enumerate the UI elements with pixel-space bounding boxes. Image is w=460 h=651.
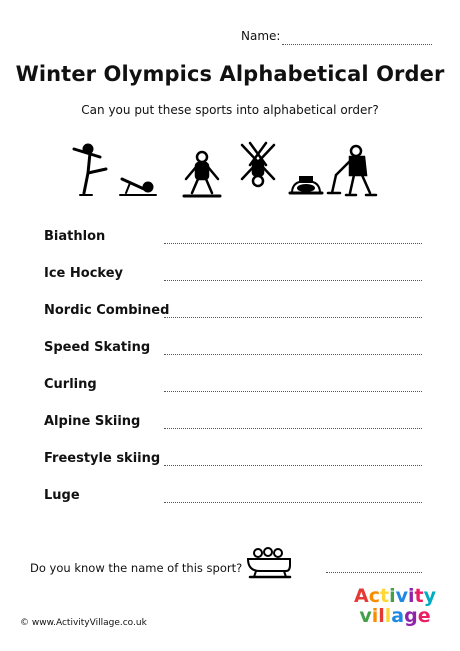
sport-row — [44, 266, 424, 288]
answer-line[interactable] — [164, 243, 422, 244]
answer-line[interactable] — [164, 465, 422, 466]
name-label: Name: — [241, 29, 281, 43]
sport-row — [44, 303, 424, 325]
answer-line[interactable] — [164, 428, 422, 429]
answer-line[interactable] — [164, 391, 422, 392]
sport-row — [44, 340, 424, 362]
answer-line[interactable] — [164, 502, 422, 503]
sport-row — [44, 488, 424, 510]
freestyle-skier-icon — [242, 143, 274, 186]
sport-row — [44, 377, 424, 399]
sport-label: Curling — [44, 377, 97, 392]
name-answer-line[interactable] — [282, 44, 432, 45]
sport-row — [44, 414, 424, 436]
sport-label: Speed Skating — [44, 340, 151, 355]
hockey-player-icon — [328, 146, 376, 195]
sport-label: Alpine Skiing — [44, 414, 141, 429]
sport-label: Luge — [44, 488, 80, 503]
answer-line[interactable] — [164, 354, 422, 355]
activity-village-logo — [340, 586, 450, 642]
footer-copyright: © www.ActivityVillage.co.uk — [20, 618, 147, 628]
worksheet-title: Winter Olympics Alphabetical Order — [15, 62, 445, 86]
bonus-question: Do you know the name of this sport? — [30, 561, 243, 575]
luge-icon — [120, 179, 156, 195]
answer-line[interactable] — [164, 280, 422, 281]
bonus-answer-line[interactable] — [326, 572, 422, 573]
answer-line[interactable] — [164, 317, 422, 318]
logo-word-activity: Activity — [354, 585, 436, 607]
logo-word-village: village — [359, 605, 431, 627]
snowboarder-icon — [184, 152, 220, 196]
sports-icons-row — [70, 135, 390, 205]
sport-label: Nordic Combined — [44, 303, 170, 318]
sport-label: Biathlon — [44, 229, 106, 244]
figure-skater-icon — [74, 145, 106, 195]
sport-label: Freestyle skiing — [44, 451, 161, 466]
worksheet-instructions: Can you put these sports into alphabetical order? — [81, 103, 379, 117]
sport-row — [44, 451, 424, 473]
curling-stone-icon — [290, 177, 322, 193]
sport-row — [44, 229, 424, 251]
sport-label: Ice Hockey — [44, 266, 123, 281]
bobsled-icon — [240, 545, 296, 581]
